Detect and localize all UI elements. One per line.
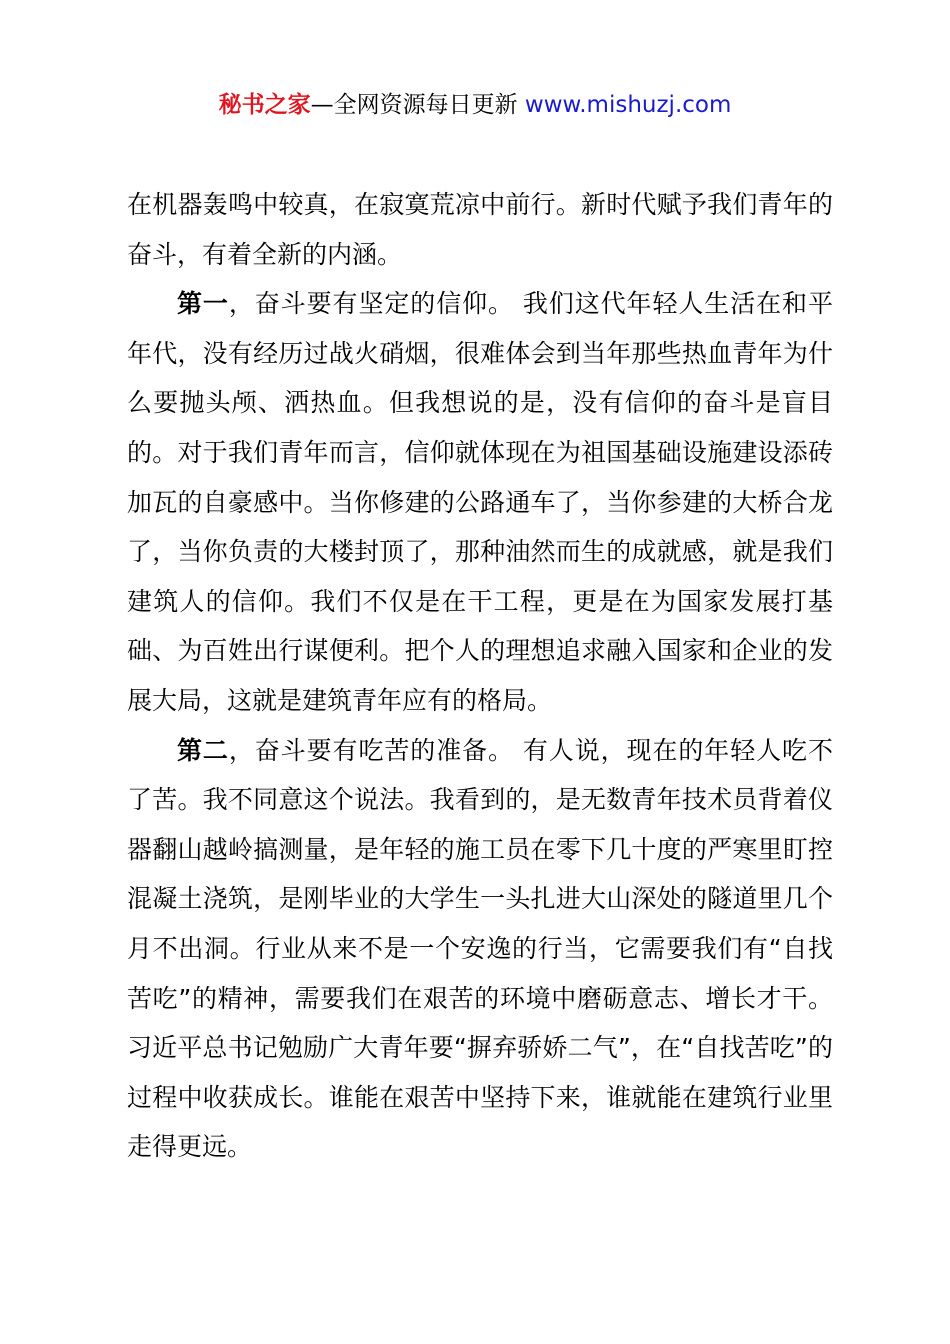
paragraph-text: ，奋斗要有吃苦的准备。 有人说，现在的年轻人吃不了苦。我不同意这个说法。我看到的，是无数青年技术员背着仪器翻山越岭搞测量，是年轻的施工员在零下几十度的严寒里盯控混凝土浇筑，是刚毕业的大学生一头扎进大山深处的隧道里几个月不出洞。行业从来不是一个安逸的行当，它需要我们有“自找苦吃”的精神，需要我们在艰苦的环境中磨砺意志、增长才干。习近平总书记勉励广大青年要“摒弃骄娇二气”，在“自找苦吃”的过程中收获成长。谁能在艰苦中坚持下来，谁就能在建筑行业里走得更远。 — [127, 735, 833, 1162]
paragraph-first-point — [127, 279, 833, 725]
document-body — [127, 180, 833, 1172]
header-tagline: —全网资源每日更新 — [310, 92, 518, 118]
paragraph-text: ，奋斗要有坚定的信仰。 我们这代年轻人生活在和平年代，没有经历过战火硝烟，很难体会到当年那些热血青年为什么要抛头颅、洒热血。但我想说的是，没有信仰的奋斗是盲目的。对于我们青年而言，信仰就体现在为祖国基础设施建设添砖加瓦的自豪感中。当你修建的公路通车了，当你参建的大桥合龙了，当你负责的大楼封顶了，那种油然而生的成就感，就是我们建筑人的信仰。我们不仅是在干工程，更是在为国家发展打基础、为百姓出行谋便利。把个人的理想追求融入国家和企业的发展大局，这就是建筑青年应有的格局。 — [127, 289, 833, 715]
document-header — [0, 88, 950, 122]
site-url-link[interactable]: www.mishuzj.com — [524, 92, 732, 118]
paragraph-lead-second: 第二 — [177, 735, 229, 765]
paragraph-second-point — [127, 726, 833, 1172]
brand-name: 秘书之家 — [218, 92, 311, 118]
paragraph-intro — [127, 180, 833, 279]
paragraph-text: 在机器轰鸣中较真，在寂寞荒凉中前行。新时代赋予我们青年的奋斗，有着全新的内涵。 — [127, 190, 833, 269]
paragraph-lead-first: 第一 — [177, 289, 229, 319]
